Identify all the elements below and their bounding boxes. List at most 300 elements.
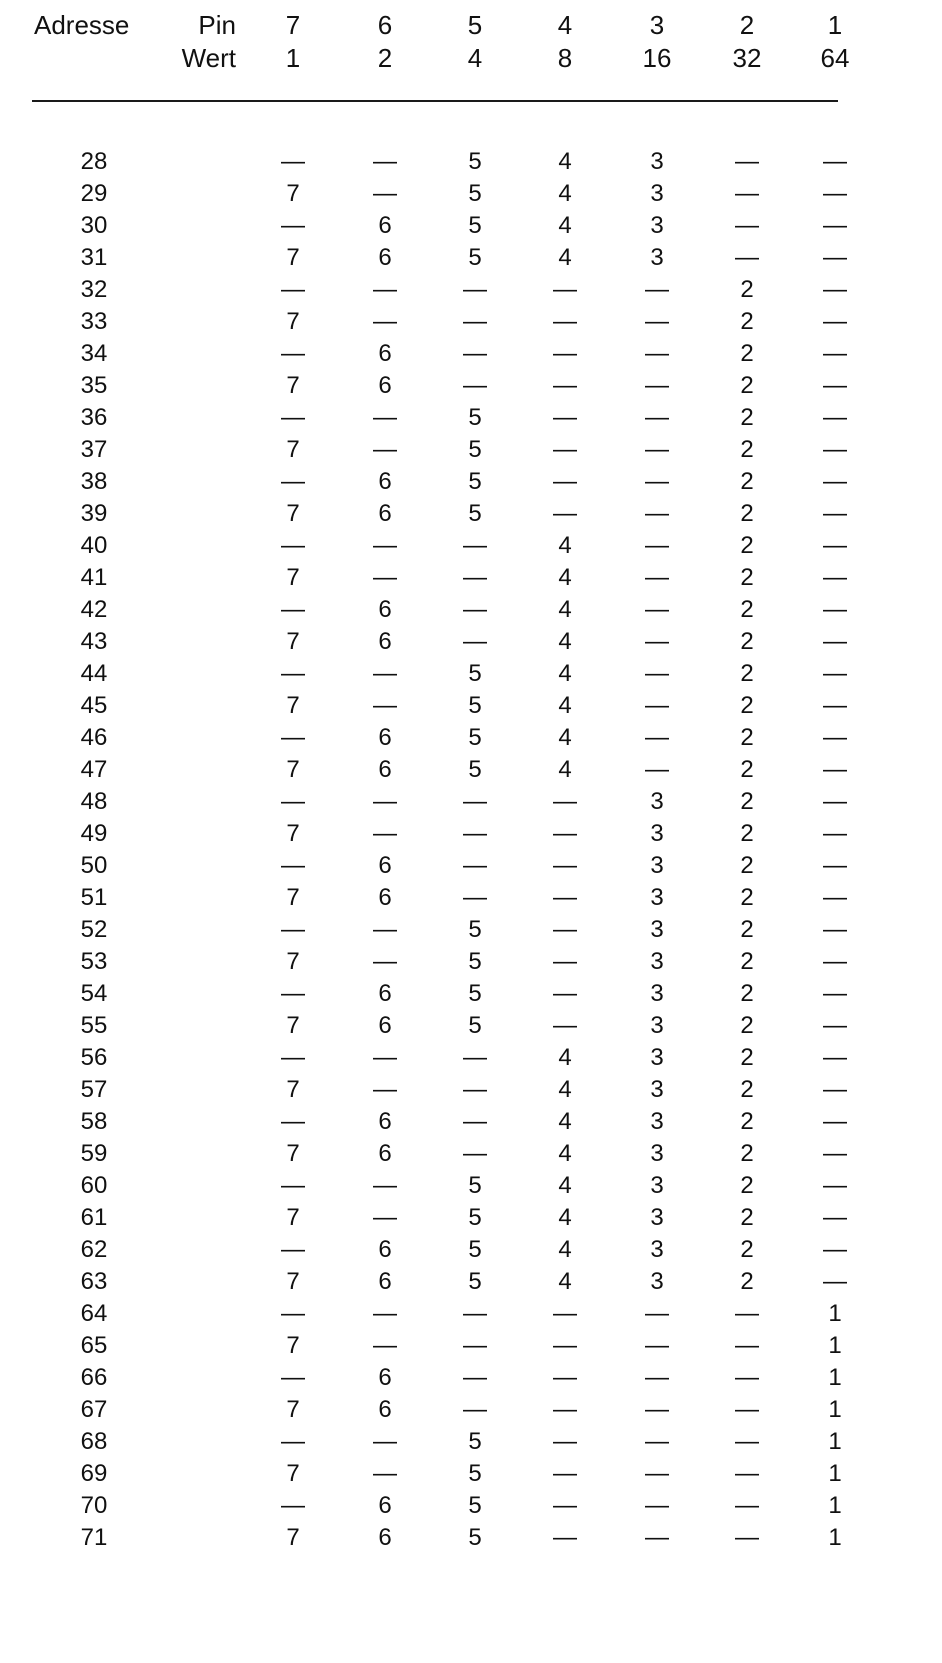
- pin-cell: —: [645, 1396, 669, 1423]
- pin-cell: —: [823, 340, 847, 367]
- pin-cell: 4: [558, 1044, 572, 1071]
- pin-cell: 7: [286, 948, 300, 975]
- address-cell: 33: [80, 308, 108, 335]
- address-cell: 38: [80, 468, 108, 495]
- address-cell: 42: [80, 596, 108, 623]
- pin-cell: —: [823, 212, 847, 239]
- pin-cell: 2: [740, 1140, 754, 1167]
- address-cell: 53: [80, 948, 108, 975]
- pin-cell: —: [823, 372, 847, 399]
- pin-cell: 2: [740, 564, 754, 591]
- table-row: [0, 1074, 942, 1106]
- table-row: [0, 1522, 942, 1554]
- pin-cell: 6: [378, 1524, 392, 1551]
- pin-cell: —: [373, 788, 397, 815]
- pin-cell: 2: [740, 468, 754, 495]
- pin-cell: 6: [378, 596, 392, 623]
- pin-cell: 5: [468, 1268, 482, 1295]
- pin-cell: —: [735, 180, 759, 207]
- pin-cell: —: [553, 1300, 577, 1327]
- pin-cell: —: [463, 1396, 487, 1423]
- pin-cell: 6: [378, 1108, 392, 1135]
- pin-cell: —: [823, 244, 847, 271]
- pin-cell: 2: [740, 1012, 754, 1039]
- pin-cell: 2: [740, 404, 754, 431]
- pin-cell: —: [823, 788, 847, 815]
- pin-cell: —: [645, 692, 669, 719]
- pin-cell: —: [373, 404, 397, 431]
- pin-cell: 3: [650, 788, 664, 815]
- pin-cell: —: [281, 1300, 305, 1327]
- pin-cell: 5: [468, 660, 482, 687]
- table-row: [0, 1010, 942, 1042]
- pin-cell: 4: [558, 660, 572, 687]
- pin-cell: —: [553, 1492, 577, 1519]
- address-cell: 35: [80, 372, 108, 399]
- pin-cell: —: [823, 1108, 847, 1135]
- pin-cell: 5: [468, 180, 482, 207]
- pin-cell: —: [735, 1492, 759, 1519]
- pin-cell: 5: [468, 916, 482, 943]
- table-row: [0, 242, 942, 274]
- address-cell: 63: [80, 1268, 108, 1295]
- pin-cell: 4: [558, 212, 572, 239]
- pin-number-header: 6: [377, 10, 393, 40]
- address-cell: 45: [80, 692, 108, 719]
- table-row: [0, 1234, 942, 1266]
- pin-cell: 4: [558, 1172, 572, 1199]
- address-cell: 41: [80, 564, 108, 591]
- pin-cell: 5: [468, 1460, 482, 1487]
- pin-cell: 4: [558, 1108, 572, 1135]
- address-cell: 49: [80, 820, 108, 847]
- pin-cell: 7: [286, 1140, 300, 1167]
- pin-cell: 2: [740, 1204, 754, 1231]
- table-row: [0, 1298, 942, 1330]
- pin-cell: —: [645, 1524, 669, 1551]
- table-row: [0, 1426, 942, 1458]
- pin-number-header: 2: [739, 10, 755, 40]
- pin-cell: —: [373, 1300, 397, 1327]
- pin-cell: 1: [828, 1492, 842, 1519]
- pin-cell: —: [463, 1076, 487, 1103]
- pin-cell: 2: [740, 852, 754, 879]
- address-cell: 36: [80, 404, 108, 431]
- pin-cell: —: [281, 788, 305, 815]
- pin-cell: —: [823, 884, 847, 911]
- pin-cell: —: [823, 180, 847, 207]
- pin-cell: —: [645, 404, 669, 431]
- address-cell: 55: [80, 1012, 108, 1039]
- pin-cell: 6: [378, 724, 392, 751]
- pin-cell: —: [553, 468, 577, 495]
- pin-cell: —: [463, 788, 487, 815]
- pin-cell: —: [735, 1396, 759, 1423]
- table-row: [0, 626, 942, 658]
- address-cell: 58: [80, 1108, 108, 1135]
- pin-cell: 5: [468, 148, 482, 175]
- pin-number-header: 7: [285, 10, 301, 40]
- pin-value-header: 4: [467, 43, 483, 73]
- pin-cell: —: [281, 1492, 305, 1519]
- pin-cell: —: [735, 1300, 759, 1327]
- pin-cell: —: [373, 692, 397, 719]
- pin-cell: 7: [286, 1460, 300, 1487]
- pin-cell: —: [553, 1364, 577, 1391]
- pin-value-header: 16: [642, 43, 672, 73]
- pin-cell: 7: [286, 244, 300, 271]
- pin-cell: —: [645, 468, 669, 495]
- pin-cell: —: [645, 564, 669, 591]
- pin-cell: —: [373, 276, 397, 303]
- pin-cell: —: [823, 1172, 847, 1199]
- pin-cell: —: [463, 372, 487, 399]
- pin-cell: —: [373, 1044, 397, 1071]
- table-row: [0, 178, 942, 210]
- pin-cell: 2: [740, 660, 754, 687]
- pin-cell: 3: [650, 1268, 664, 1295]
- pin-cell: 2: [740, 1076, 754, 1103]
- pin-cell: —: [281, 660, 305, 687]
- table-row: [0, 530, 942, 562]
- pin-number-header: 3: [649, 10, 665, 40]
- pin-cell: 3: [650, 244, 664, 271]
- pin-cell: 4: [558, 724, 572, 751]
- pin-cell: 7: [286, 884, 300, 911]
- address-cell: 61: [80, 1204, 108, 1231]
- pin-cell: 3: [650, 884, 664, 911]
- table-row: [0, 914, 942, 946]
- pin-cell: —: [553, 980, 577, 1007]
- pin-cell: 6: [378, 1268, 392, 1295]
- pin-cell: —: [373, 436, 397, 463]
- pin-value-header: 64: [820, 43, 850, 73]
- pin-cell: 5: [468, 1492, 482, 1519]
- pin-cell: 5: [468, 756, 482, 783]
- pin-cell: —: [281, 1044, 305, 1071]
- pin-cell: —: [463, 628, 487, 655]
- pin-cell: —: [823, 404, 847, 431]
- table-row: [0, 690, 942, 722]
- pin-cell: —: [553, 916, 577, 943]
- pin-cell: 3: [650, 1044, 664, 1071]
- pin-cell: —: [645, 660, 669, 687]
- header-divider: [32, 100, 838, 102]
- pin-cell: —: [281, 148, 305, 175]
- pin-cell: 4: [558, 756, 572, 783]
- pin-cell: —: [645, 308, 669, 335]
- pin-cell: —: [281, 1236, 305, 1263]
- pin-number-header: 4: [557, 10, 573, 40]
- pin-cell: —: [645, 340, 669, 367]
- pin-cell: —: [553, 436, 577, 463]
- pin-cell: 6: [378, 756, 392, 783]
- pin-cell: —: [553, 1396, 577, 1423]
- table-row: [0, 1106, 942, 1138]
- pin-cell: —: [823, 916, 847, 943]
- pin-cell: —: [645, 1300, 669, 1327]
- pin-cell: 5: [468, 1172, 482, 1199]
- address-cell: 28: [80, 148, 108, 175]
- pin-cell: 4: [558, 1236, 572, 1263]
- address-cell: 70: [80, 1492, 108, 1519]
- pin-cell: —: [463, 1300, 487, 1327]
- pin-cell: 4: [558, 628, 572, 655]
- pin-cell: 7: [286, 1204, 300, 1231]
- pin-cell: —: [373, 564, 397, 591]
- pin-value-header: 8: [557, 43, 573, 73]
- address-cell: 29: [80, 180, 108, 207]
- pin-cell: 4: [558, 1204, 572, 1231]
- table-row: [0, 594, 942, 626]
- table-row: [0, 882, 942, 914]
- pin-cell: 5: [468, 724, 482, 751]
- pin-cell: —: [463, 1140, 487, 1167]
- pin-cell: —: [735, 1428, 759, 1455]
- pin-cell: 6: [378, 1236, 392, 1263]
- pin-cell: 7: [286, 1076, 300, 1103]
- pin-cell: —: [463, 532, 487, 559]
- address-cell: 57: [80, 1076, 108, 1103]
- pin-cell: —: [281, 596, 305, 623]
- pin-cell: —: [823, 660, 847, 687]
- pin-cell: —: [281, 916, 305, 943]
- pin-cell: —: [645, 596, 669, 623]
- pin-cell: —: [645, 500, 669, 527]
- pin-cell: 2: [740, 532, 754, 559]
- pin-cell: 3: [650, 1012, 664, 1039]
- pin-cell: —: [823, 500, 847, 527]
- table-row: [0, 306, 942, 338]
- table-row: [0, 818, 942, 850]
- pin-cell: 5: [468, 1012, 482, 1039]
- pin-cell: —: [553, 1524, 577, 1551]
- table-row: [0, 978, 942, 1010]
- pin-cell: 5: [468, 468, 482, 495]
- table-row: [0, 658, 942, 690]
- pin-cell: 7: [286, 1012, 300, 1039]
- pin-cell: —: [281, 468, 305, 495]
- pin-cell: —: [463, 276, 487, 303]
- pin-cell: —: [553, 788, 577, 815]
- pin-cell: —: [645, 372, 669, 399]
- pin-cell: —: [823, 1076, 847, 1103]
- pin-cell: 6: [378, 1012, 392, 1039]
- pin-value-header: 1: [285, 43, 301, 73]
- pin-cell: —: [373, 820, 397, 847]
- table-row: [0, 370, 942, 402]
- address-cell: 44: [80, 660, 108, 687]
- pin-cell: —: [373, 1076, 397, 1103]
- address-cell: 62: [80, 1236, 108, 1263]
- pin-cell: 1: [828, 1364, 842, 1391]
- pin-cell: 2: [740, 276, 754, 303]
- address-cell: 48: [80, 788, 108, 815]
- pin-cell: 6: [378, 1396, 392, 1423]
- pin-cell: 2: [740, 436, 754, 463]
- pin-cell: 3: [650, 212, 664, 239]
- table-row: [0, 754, 942, 786]
- pin-cell: —: [373, 180, 397, 207]
- pin-cell: 7: [286, 564, 300, 591]
- table-row: [0, 786, 942, 818]
- pin-cell: 2: [740, 692, 754, 719]
- pin-cell: —: [281, 276, 305, 303]
- pin-cell: —: [463, 564, 487, 591]
- pin-cell: 6: [378, 852, 392, 879]
- pin-cell: 3: [650, 1140, 664, 1167]
- pin-cell: 5: [468, 404, 482, 431]
- address-cell: 50: [80, 852, 108, 879]
- pin-cell: 7: [286, 180, 300, 207]
- pin-cell: —: [281, 1172, 305, 1199]
- pin-cell: 7: [286, 628, 300, 655]
- pin-cell: 5: [468, 1236, 482, 1263]
- pin-cell: —: [373, 308, 397, 335]
- pin-cell: 6: [378, 212, 392, 239]
- pin-cell: 6: [378, 1492, 392, 1519]
- pin-cell: —: [553, 820, 577, 847]
- pin-cell: —: [463, 1332, 487, 1359]
- pin-cell: —: [823, 1268, 847, 1295]
- pin-cell: —: [823, 1140, 847, 1167]
- pin-cell: —: [645, 628, 669, 655]
- pin-cell: —: [553, 948, 577, 975]
- pin-cell: 1: [828, 1428, 842, 1455]
- pin-cell: —: [645, 756, 669, 783]
- pin-cell: 2: [740, 724, 754, 751]
- address-cell: 69: [80, 1460, 108, 1487]
- pin-cell: 6: [378, 468, 392, 495]
- pin-cell: 5: [468, 212, 482, 239]
- pin-cell: 4: [558, 244, 572, 271]
- pin-cell: 2: [740, 1108, 754, 1135]
- table-row: [0, 402, 942, 434]
- pin-cell: 5: [468, 692, 482, 719]
- pin-cell: 6: [378, 628, 392, 655]
- table-row: [0, 946, 942, 978]
- pin-cell: 4: [558, 148, 572, 175]
- pin-cell: 4: [558, 1268, 572, 1295]
- address-cell: 66: [80, 1364, 108, 1391]
- address-cell: 56: [80, 1044, 108, 1071]
- address-cell: 52: [80, 916, 108, 943]
- pin-cell: —: [553, 340, 577, 367]
- pin-cell: —: [645, 1332, 669, 1359]
- pin-cell: 2: [740, 788, 754, 815]
- pin-cell: 7: [286, 308, 300, 335]
- pin-cell: —: [463, 596, 487, 623]
- pin-cell: 1: [828, 1332, 842, 1359]
- address-cell: 59: [80, 1140, 108, 1167]
- pin-cell: 7: [286, 1268, 300, 1295]
- pin-cell: 3: [650, 180, 664, 207]
- pin-cell: 5: [468, 1428, 482, 1455]
- pin-cell: —: [281, 980, 305, 1007]
- address-header: Adresse: [34, 10, 130, 40]
- address-cell: 67: [80, 1396, 108, 1423]
- pin-cell: —: [645, 1460, 669, 1487]
- pin-cell: —: [281, 852, 305, 879]
- address-cell: 51: [80, 884, 108, 911]
- pin-cell: 2: [740, 1268, 754, 1295]
- pin-cell: 5: [468, 500, 482, 527]
- pin-cell: —: [281, 724, 305, 751]
- pin-cell: 5: [468, 1204, 482, 1231]
- table-row: [0, 562, 942, 594]
- pin-cell: —: [373, 1460, 397, 1487]
- pin-cell: 7: [286, 756, 300, 783]
- pin-cell: 7: [286, 1396, 300, 1423]
- pin-cell: 3: [650, 1204, 664, 1231]
- pin-cell: —: [645, 532, 669, 559]
- pin-cell: —: [735, 244, 759, 271]
- pin-cell: 5: [468, 948, 482, 975]
- pin-cell: 3: [650, 980, 664, 1007]
- pin-cell: 3: [650, 852, 664, 879]
- pin-cell: —: [281, 1428, 305, 1455]
- pin-cell: 2: [740, 628, 754, 655]
- address-cell: 43: [80, 628, 108, 655]
- table-row: [0, 1138, 942, 1170]
- pin-cell: 7: [286, 1524, 300, 1551]
- pin-cell: 7: [286, 820, 300, 847]
- address-cell: 40: [80, 532, 108, 559]
- pin-number-header: 1: [827, 10, 843, 40]
- pin-cell: 2: [740, 756, 754, 783]
- pin-cell: —: [463, 1044, 487, 1071]
- pin-cell: 4: [558, 1076, 572, 1103]
- pin-cell: —: [823, 596, 847, 623]
- address-cell: 30: [80, 212, 108, 239]
- pin-cell: 2: [740, 948, 754, 975]
- pin-cell: —: [463, 1108, 487, 1135]
- pin-cell: 2: [740, 596, 754, 623]
- pin-cell: —: [823, 980, 847, 1007]
- pin-cell: —: [735, 1364, 759, 1391]
- pin-cell: —: [823, 564, 847, 591]
- address-cell: 37: [80, 436, 108, 463]
- pin-cell: 1: [828, 1396, 842, 1423]
- address-cell: 46: [80, 724, 108, 751]
- pin-cell: —: [281, 532, 305, 559]
- pin-cell: —: [645, 276, 669, 303]
- table-row: [0, 498, 942, 530]
- table-row: [0, 1362, 942, 1394]
- address-cell: 60: [80, 1172, 108, 1199]
- pin-cell: —: [735, 212, 759, 239]
- address-cell: 71: [80, 1524, 108, 1551]
- pin-cell: 6: [378, 1140, 392, 1167]
- pin-value-header: 32: [732, 43, 762, 73]
- pin-cell: —: [735, 1332, 759, 1359]
- pin-cell: —: [553, 1428, 577, 1455]
- pin-cell: 3: [650, 1076, 664, 1103]
- pin-cell: 3: [650, 1108, 664, 1135]
- pin-cell: 3: [650, 148, 664, 175]
- pin-cell: 3: [650, 1172, 664, 1199]
- pin-cell: —: [373, 916, 397, 943]
- address-cell: 54: [80, 980, 108, 1007]
- pin-cell: —: [463, 820, 487, 847]
- pin-cell: 2: [740, 980, 754, 1007]
- pin-cell: 7: [286, 372, 300, 399]
- table-row: [0, 466, 942, 498]
- pin-cell: —: [823, 724, 847, 751]
- pin-cell: —: [823, 852, 847, 879]
- pin-cell: —: [463, 308, 487, 335]
- pin-cell: 5: [468, 1524, 482, 1551]
